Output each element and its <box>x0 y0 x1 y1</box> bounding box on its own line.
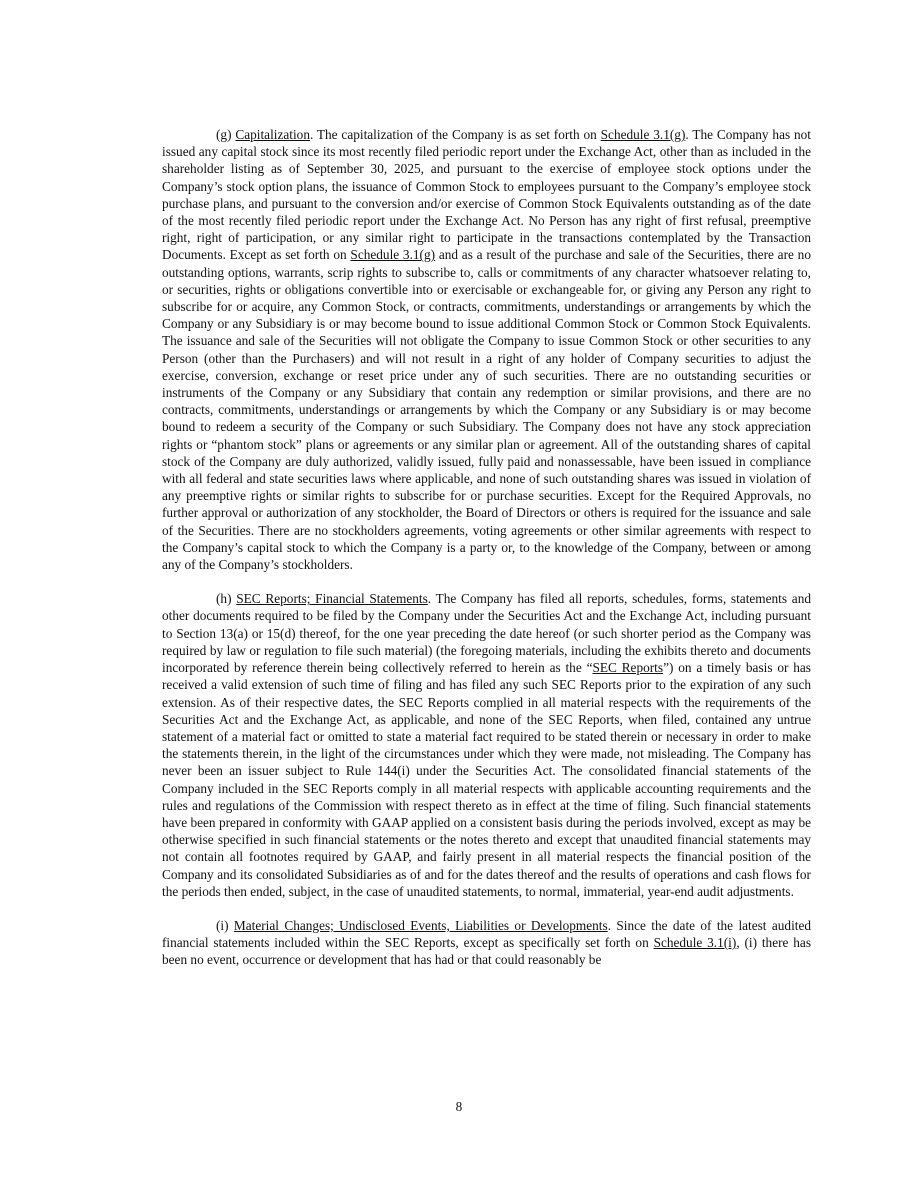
section-g-text-1: . The capitalization of the Company is as set forth on <box>309 127 601 142</box>
section-i-label: (i) <box>216 917 234 933</box>
section-g-capitalization <box>162 126 811 573</box>
section-h-label: (h) <box>216 591 237 607</box>
schedule-3-1-g-reference: Schedule 3.1(g) <box>600 127 686 142</box>
section-i-text-2: , (i) there has been no event, occurrence or development that has had or that could reasonably be <box>162 935 811 968</box>
section-g-text-3: and as a result of the purchase and sale of the Securities, there are no outstanding options, warrants, scrip rights to subscribe to, calls or commitments of any character whatsoever relating to, or securities, rights or obligations convertible into or exercisable or exchangeable for, or giving any Person any right to subscribe for or acquire, any Common Stock, or contracts, commitments, understandings or arrangements by which the Company or any Subsidiary is or may become bound to issue additional Common Stock or Common Stock Equivalents. The issuance and sale of the Securities will not obligate the Company to issue Common Stock or other securities to any Person (other than the Purchasers) and will not result in a right of any holder of Company securities to adjust the exercise, conversion, exchange or reset price under any of such securities. There are no outstanding securities or instruments of the Company or any Subsidiary that contain any redemption or similar provisions, and there are no contracts, commitments, understandings or arrangements by which the Company or any Subsidiary is or may become bound to redeem a security of the Company or such Subsidiary. The Company does not have any stock appreciation rights or “phantom stock” plans or agreements or any similar plan or agreement. All of the outstanding shares of capital stock of the Company are duly authorized, validly issued, fully paid and nonassessable, have been issued in compliance with all federal and state securities laws where applicable, and none of such outstanding shares was issued in violation of any preemptive rights or similar rights to subscribe for or purchase securities. Except for the Required Approvals, no further approval or authorization of any stockholder, the Board of Directors or others is required for the issuance and sale of the Securities. There are no stockholders agreements, voting agreements or other similar agreements with respect to the Company’s capital stock to which the Company is a party or, to the knowledge of the Company, between or among any of the Company’s stockholders. <box>162 247 811 573</box>
section-h-sec-reports <box>162 590 811 900</box>
section-h-heading: SEC Reports; Financial Statements <box>236 591 428 607</box>
section-g-text-2: . The Company has not issued any capital stock since its most recently filed periodic report under the Exchange Act, other than as included in the shareholder listing as of September 30, 2025, and pursuant to the exercise of employee stock options under the Company’s stock option plans, the issuance of Common Stock to employees pursuant to the Company’s employee stock purchase plans, and pursuant to the conversion and/or exercise of Common Stock Equivalents outstanding as of the date of the most recently filed periodic report under the Exchange Act. No Person has any right of first refusal, preemptive right, right of participation, or any similar right to participate in the transactions contemplated by the Transaction Documents. Except as set forth on <box>162 127 811 263</box>
section-g-label: (g) <box>216 127 236 142</box>
section-i-material-changes <box>162 917 811 969</box>
sec-reports-defined-term: SEC Reports <box>592 660 664 676</box>
page-body <box>162 126 811 986</box>
section-i-heading: Material Changes; Undisclosed Events, Liabilities or Developments <box>233 917 608 933</box>
section-h-text-2: ”) on a timely basis or has received a valid extension of such time of filing and has filed any such SEC Reports prior to the expiration of any such extension. As of their respective dates, the SEC Reports complied in all material respects with the requirements of the Securities Act and the Exchange Act, as applicable, and none of the SEC Reports, when filed, contained any untrue statement of a material fact or omitted to state a material fact required to be stated therein or necessary in order to make the statements therein, in the light of the circumstances under which they were made, not misleading. The Company has never been an issuer subject to Rule 144(i) under the Securities Act. The consolidated financial statements of the Company included in the SEC Reports comply in all material respects with applicable accounting requirements and the rules and regulations of the Commission with respect thereto as in effect at the time of filing. Such financial statements have been prepared in conformity with GAAP applied on a consistent basis during the periods involved, except as may be otherwise specified in such financial statements or the notes thereto and except that unaudited financial statements may not contain all footnotes required by GAAP, and fairly present in all material respects the financial position of the Company and its consolidated Subsidiaries as of and for the dates thereof and the results of operations and cash flows for the periods then ended, subject, in the case of unaudited statements, to normal, immaterial, year-end audit adjustments. <box>162 660 811 899</box>
section-i-text-1: . Since the date of the latest audited financial statements included within the SEC Reports, except as specifically set forth on <box>162 917 812 951</box>
schedule-3-1-i-reference: Schedule 3.1(i) <box>653 935 737 951</box>
page-number: 8 <box>455 1099 463 1114</box>
section-g-heading: Capitalization <box>235 127 310 142</box>
section-h-text-1: . The Company has filed all reports, schedules, forms, statements and other documents required to be filed by the Company under the Securities Act and the Exchange Act, including pursuant to Section 13(a) or 15(d) thereof, for the one year preceding the date hereof (or such shorter period as the Company was required by law or regulation to file such material) (the foregoing materials, including the exhibits thereto and documents incorporated by reference therein being collectively referred to herein as the “ <box>162 591 811 676</box>
schedule-3-1-g-reference-2: Schedule 3.1(g) <box>350 247 436 263</box>
